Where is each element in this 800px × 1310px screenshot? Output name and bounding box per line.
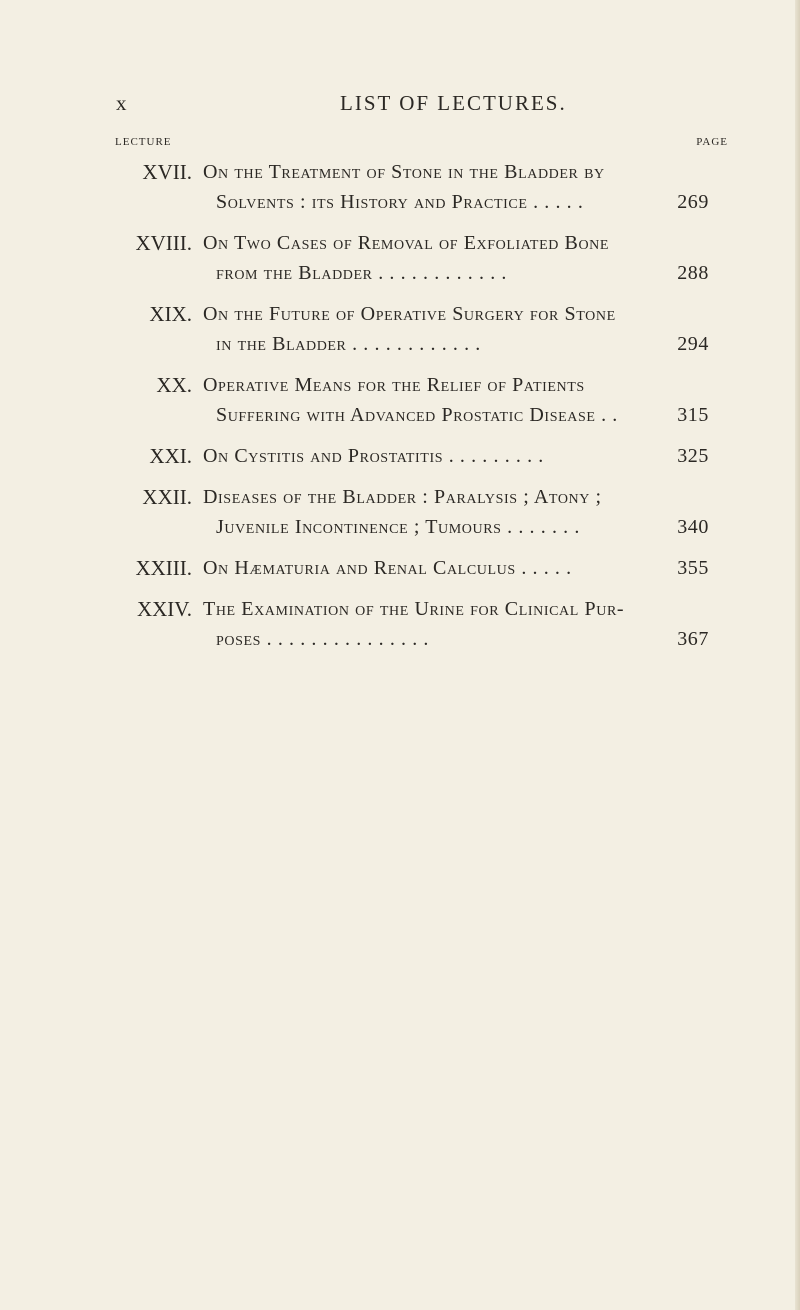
- lecture-title-line: Diseases of the Bladder : Paralysis ; Atony ;: [203, 486, 602, 508]
- lecture-title-line: On Two Cases of Removal of Exfoliated Bone: [203, 232, 610, 254]
- lecture-entry: [0, 441, 800, 471]
- lecture-entry: [0, 228, 800, 288]
- lecture-title-line: The Examination of the Urine for Clinical Pur-: [203, 598, 625, 620]
- page-number: 325: [673, 441, 709, 471]
- page-number: 269: [673, 187, 709, 217]
- lecture-title-text: On Hæmaturia and Renal Calculus . . . . .: [203, 557, 572, 579]
- lecture-title-continuation: [216, 400, 709, 430]
- lecture-entry: [0, 299, 800, 359]
- lecture-entry: [0, 370, 800, 430]
- page-number: 340: [673, 512, 709, 542]
- lecture-numeral: XXI.: [149, 444, 192, 468]
- lecture-numeral: XXIII.: [135, 556, 192, 580]
- lecture-column-header: LECTURE: [115, 136, 172, 148]
- lecture-title-line: [203, 441, 709, 471]
- lecture-numeral: XXII.: [142, 485, 192, 509]
- page-number: 315: [673, 400, 709, 430]
- lecture-numeral: XIX.: [149, 302, 192, 326]
- page-number: 294: [673, 329, 709, 359]
- lecture-title-line: On the Future of Operative Surgery for Stone: [203, 303, 616, 325]
- lecture-title-text: from the Bladder . . . . . . . . . . . .: [216, 262, 508, 284]
- lecture-entry: [0, 157, 800, 217]
- lecture-title-line: [203, 553, 709, 583]
- lecture-title-text: Solvents : its History and Practice . . . . .: [216, 191, 584, 213]
- lecture-title-continuation: [216, 329, 709, 359]
- lecture-numeral: XX.: [156, 373, 192, 397]
- lecture-title-continuation: [216, 512, 709, 542]
- lecture-title-text: Juvenile Incontinence ; Tumours . . . . . . .: [216, 516, 580, 538]
- page-column-header: PAGE: [696, 136, 728, 148]
- lecture-entry: [0, 482, 800, 542]
- running-head: [0, 91, 800, 121]
- lecture-numeral: XVIII.: [135, 231, 192, 255]
- page-number: 355: [673, 553, 709, 583]
- lecture-entry: [0, 553, 800, 583]
- page-folio: x: [116, 91, 128, 115]
- column-headers: [0, 136, 800, 152]
- lecture-numeral: XXIV.: [136, 597, 192, 621]
- lecture-title-text: On Cystitis and Prostatitis . . . . . . . . .: [203, 445, 544, 467]
- lecture-title-continuation: [216, 258, 709, 288]
- lecture-title-line: On the Treatment of Stone in the Bladder by: [203, 161, 605, 183]
- lecture-title-continuation: [216, 624, 709, 654]
- lecture-entry: [0, 594, 800, 654]
- lecture-title-text: in the Bladder . . . . . . . . . . . .: [216, 333, 481, 355]
- lecture-title-text: Suffering with Advanced Prostatic Disease . .: [216, 404, 618, 426]
- lecture-title-line: Operative Means for the Relief of Patients: [203, 374, 585, 396]
- lecture-list: [0, 157, 800, 665]
- page-number: 367: [673, 624, 709, 654]
- lecture-numeral: XVII.: [142, 160, 192, 184]
- lecture-title-text: poses . . . . . . . . . . . . . . .: [216, 628, 430, 650]
- running-title: LIST OF LECTURES.: [340, 91, 567, 115]
- lecture-title-continuation: [216, 187, 709, 217]
- page-number: 288: [673, 258, 709, 288]
